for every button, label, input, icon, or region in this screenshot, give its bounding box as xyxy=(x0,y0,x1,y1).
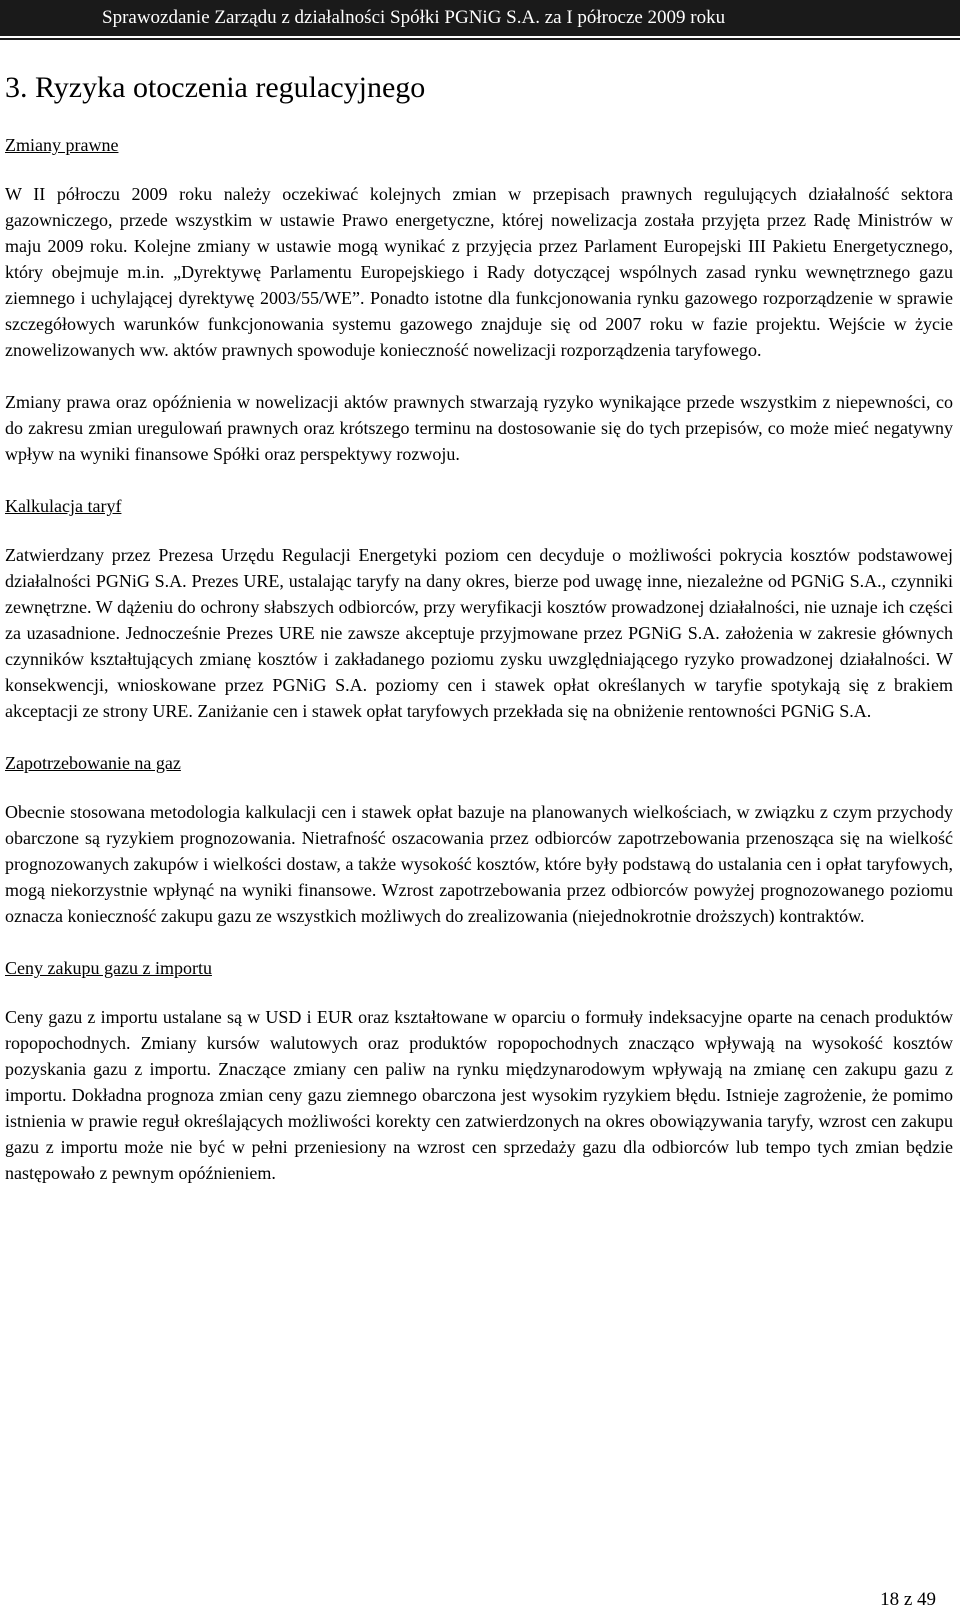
paragraph-tariff-calculation: Zatwierdzany przez Prezesa Urzędu Regulacji Energetyki poziom cen decyduje o możliwości pokrycia kosztów podstawowej działalności PGNiG S.A. Prezes URE, ustalając taryfy na dany okres, bierze pod uwagę inne, niezależne od PGNiG S.A., czynniki zewnętrzne. W dążeniu do ochrony słabszych odbiorców, przy weryfikacji kosztów prowadzonej działalności, nie uznaje ich części za uzasadnione. Jednocześnie Prezes URE nie zawsze akceptuje przyjmowane przez PGNiG S.A. założenia w zakresie głównych czynników kształtujących zmianę kosztów i zakładanego poziomu zysku uwzględniającego ryzyko prowadzonej działalności. W konsekwencji, wnioskowane przez PGNiG S.A. poziomy cen i stawek opłat określanych w taryfie spotykają się z brakiem akceptacji ze strony URE. Zaniżanie cen i stawek opłat taryfowych przekłada się na obniżenie rentowności PGNiG S.A. xyxy=(5,545,953,721)
paragraph-legal-changes-2: Zmiany prawa oraz opóźnienia w nowelizacji aktów prawnych stwarzają ryzyko wynikające przede wszystkim z niepewności, co do zakresu zmian uregulowań prawnych oraz krótszego terminu na dostosowanie się do tych przepisów, co może mieć negatywny wpływ na wyniki finansowe Spółki oraz perspektywy rozwoju. xyxy=(5,392,953,464)
subheading-legal-changes: Zmiany prawne xyxy=(5,135,119,155)
paragraph-import-prices: Ceny gazu z importu ustalane są w USD i EUR oraz kształtowane w oparciu o formuły indeksacyjne oparte na cenach produktów ropopochodnych. Zmiany kursów walutowych oraz produktów ropopochodnych znacząco wpływają na wysokość kosztów pozyskania gazu z importu. Znaczące zmiany cen paliw na rynku międzynarodowym wpływają na zmianę cen zakupu gazu z importu. Dokładna prognoza zmian ceny gazu ziemnego obarczona jest wysokim ryzykiem błędu. Istnieje zagrożenie, że pomimo istnienia w prawie reguł określających możliwości korekty cen zatwierdzonych na okres obowiązywania taryfy, wzrost cen zakupu gazu z importu może nie być w pełni przeniesiony na wzrost cen sprzedaży gazu dla odbiorców lub tempo tych zmian będzie następowało z pewnym opóźnieniem. xyxy=(5,1007,953,1183)
paragraph-gas-demand: Obecnie stosowana metodologia kalkulacji cen i stawek opłat bazuje na planowanych wielkościach, w związku z czym przychody obarczone są ryzykiem prognozowania. Nietrafność oszacowania przez odbiorców zapotrzebowania przenosząca się na wielkość prognozowanych zakupów i wielkości dostaw, a także wysokość kosztów, które były podstawą do ustalania cen i opłat taryfowych, mogą niekorzystnie wpłynąć na wyniki finansowe. Wzrost zapotrzebowania przez odbiorców powyżej prognozowanego poziomu oznacza konieczność zakupu gazu ze wszystkich możliwych do zrealizowania (niejednokrotnie droższych) kontraktów. xyxy=(5,802,953,926)
document-header-title: Sprawozdanie Zarządu z działalności Spółki PGNiG S.A. za I półrocze 2009 roku xyxy=(102,7,726,28)
page-content xyxy=(5,68,953,1212)
section-title: 3. Ryzyka otoczenia regulacyjnego xyxy=(5,71,426,104)
paragraph-legal-changes-1: W II półroczu 2009 roku należy oczekiwać kolejnych zmian w przepisach prawnych regulujących działalność sektora gazowniczego, przede wszystkim w ustawie Prawo energetyczne, której nowelizacja została przyjęta przez Radę Ministrów w maju 2009 roku. Kolejne zmiany w ustawie mogą wynikać z przyjęcia przez Parlament Europejski III Pakietu Energetycznego, który obejmuje m.in. „Dyrektywę Parlamentu Europejskiego i Rady dotyczącej wspólnych zasad rynku wewnętrznego gazu ziemnego i uchylającej dyrektywę 2003/55/WE”. Ponadto istotne dla funkcjonowania rynku gazowego rozporządzenie w sprawie szczegółowych warunków funkcjonowania systemu gazowego znajduje się od 2007 roku w fazie projektu. Wejście w życie znowelizowanych ww. aktów prawnych spowoduje konieczność nowelizacji rozporządzenia taryfowego. xyxy=(5,184,953,360)
document-header xyxy=(0,0,960,36)
header-divider xyxy=(0,38,960,40)
subheading-import-prices: Ceny zakupu gazu z importu xyxy=(5,958,212,978)
page-number: 18 z 49 xyxy=(880,1589,936,1610)
subheading-gas-demand: Zapotrzebowanie na gaz xyxy=(5,753,181,773)
subheading-tariff-calculation: Kalkulacja taryf xyxy=(5,496,122,516)
